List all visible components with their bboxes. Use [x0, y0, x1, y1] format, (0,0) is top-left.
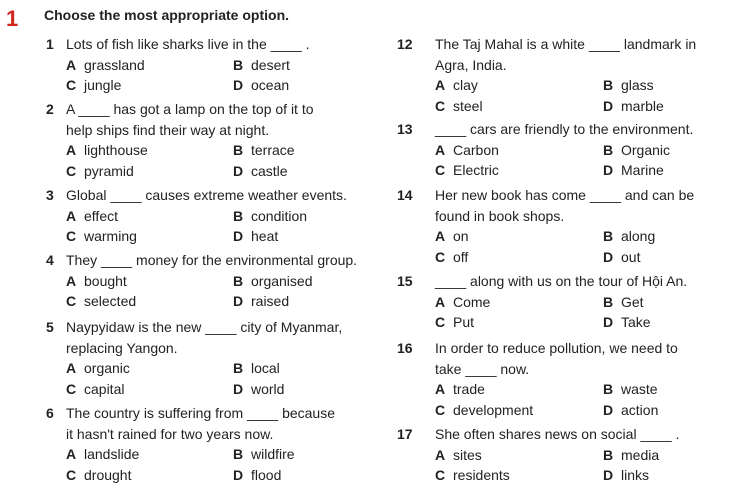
option-text: warming: [84, 228, 137, 244]
option-letter: D: [233, 466, 244, 483]
option-letter: C: [66, 293, 77, 309]
option-text: out: [621, 248, 641, 265]
option-letter: B: [233, 446, 244, 462]
question-number: 1: [46, 36, 54, 52]
question-number: 16: [397, 340, 413, 356]
option-text: flood: [251, 466, 282, 483]
option-text: wildfire: [251, 446, 295, 462]
option-text: ocean: [251, 77, 290, 93]
option-text: Organic: [621, 141, 671, 158]
option-letter: A: [435, 446, 446, 463]
option-b[interactable]: [603, 292, 644, 312]
option-c[interactable]: [435, 96, 483, 116]
option-text: steel: [453, 97, 483, 114]
option-letter: D: [233, 77, 244, 93]
question-stem-line: She often shares news on social ____ .: [435, 426, 680, 442]
question-number: 4: [46, 252, 54, 268]
option-letter: D: [233, 293, 244, 309]
option-a[interactable]: [435, 140, 499, 160]
option-letter: B: [233, 142, 244, 158]
question-stem-line: Her new book has come ____ and can be: [435, 187, 695, 203]
option-a[interactable]: [435, 226, 469, 246]
question-stem-line: Global ____ causes extreme weather events.: [66, 187, 347, 203]
option-d[interactable]: [603, 160, 664, 180]
option-b[interactable]: [233, 55, 290, 75]
option-letter: A: [66, 272, 77, 289]
question-stem-line: A ____ has got a lamp on the top of it to: [66, 101, 314, 117]
option-a[interactable]: [435, 379, 485, 399]
exercise-number: 1: [6, 6, 19, 31]
option-b[interactable]: [233, 358, 280, 378]
option-text: Put: [453, 314, 475, 330]
option-text: selected: [84, 293, 137, 309]
option-letter: A: [66, 446, 77, 462]
option-text: capital: [84, 380, 125, 397]
option-d[interactable]: [603, 465, 649, 485]
option-letter: B: [603, 228, 614, 244]
option-c[interactable]: [435, 400, 533, 420]
option-text: heat: [251, 228, 279, 244]
option-text: bought: [84, 272, 127, 289]
option-text: on: [453, 228, 469, 244]
option-letter: D: [603, 314, 614, 330]
option-b[interactable]: [233, 271, 313, 291]
option-text: Carbon: [453, 141, 499, 158]
option-letter: A: [66, 142, 77, 158]
option-c[interactable]: [66, 75, 121, 95]
option-a[interactable]: [435, 445, 482, 465]
option-text: terrace: [251, 142, 295, 158]
option-letter: D: [233, 162, 244, 179]
option-c[interactable]: [66, 465, 131, 485]
option-text: organised: [251, 272, 313, 289]
option-letter: A: [435, 381, 446, 397]
question-number: 14: [397, 187, 413, 203]
option-text: grassland: [84, 56, 145, 73]
option-c[interactable]: [435, 247, 468, 267]
option-letter: B: [233, 207, 244, 224]
option-b[interactable]: [603, 379, 658, 399]
option-c[interactable]: [66, 291, 136, 311]
option-letter: D: [603, 467, 614, 483]
option-c[interactable]: [66, 226, 137, 246]
option-letter: B: [603, 293, 614, 310]
option-c[interactable]: [435, 312, 474, 332]
option-letter: B: [603, 77, 614, 93]
option-letter: C: [435, 467, 446, 483]
option-text: condition: [251, 207, 308, 224]
option-text: along: [621, 228, 656, 244]
question-number: 15: [397, 273, 413, 289]
option-letter: C: [435, 162, 446, 178]
option-letter: A: [66, 207, 77, 224]
option-c[interactable]: [435, 465, 510, 485]
question-stem-line: take ____ now.: [435, 360, 530, 377]
option-d[interactable]: [603, 96, 664, 116]
option-text: clay: [453, 77, 478, 93]
option-text: Marine: [621, 162, 664, 178]
option-a[interactable]: [435, 75, 478, 95]
option-b[interactable]: [603, 75, 654, 95]
option-letter: C: [66, 162, 77, 179]
option-b[interactable]: [603, 445, 659, 465]
option-text: world: [251, 380, 285, 397]
question-number: 12: [397, 36, 413, 52]
option-d[interactable]: [233, 291, 289, 311]
option-text: sites: [453, 446, 482, 463]
question-number: 3: [46, 187, 54, 203]
question-stem-line: The Taj Mahal is a white ____ landmark in: [435, 36, 697, 52]
option-c[interactable]: [66, 379, 124, 399]
option-b[interactable]: [603, 226, 655, 246]
option-text: marble: [621, 97, 664, 114]
option-d[interactable]: [233, 161, 288, 181]
option-letter: D: [233, 228, 244, 244]
option-letter: A: [435, 141, 446, 158]
question-stem-line: The country is suffering from ____ because: [66, 405, 336, 421]
option-text: links: [621, 467, 650, 483]
option-text: action: [621, 401, 659, 418]
option-text: trade: [453, 381, 485, 397]
question-stem-line: help ships find their way at night.: [66, 121, 270, 138]
option-a[interactable]: [66, 55, 145, 75]
option-a[interactable]: [66, 206, 118, 226]
option-text: Come: [453, 293, 491, 310]
option-d[interactable]: [603, 312, 651, 332]
question-stem-line: In order to reduce pollution, we need to: [435, 340, 678, 356]
instruction: Choose the most appropriate option.: [44, 7, 290, 23]
question-number: 6: [46, 405, 54, 421]
option-letter: C: [66, 228, 77, 244]
option-text: pyramid: [84, 162, 134, 179]
question-number: 2: [46, 101, 54, 117]
option-letter: D: [603, 162, 614, 178]
option-letter: A: [435, 228, 446, 244]
option-letter: B: [233, 272, 244, 289]
option-text: raised: [251, 293, 290, 309]
option-letter: C: [66, 380, 77, 397]
option-letter: A: [435, 293, 446, 310]
question-stem-line: Agra, India.: [435, 56, 507, 73]
option-text: waste: [621, 381, 658, 397]
option-letter: C: [435, 97, 446, 114]
question-stem-line: ____ cars are friendly to the environment.: [435, 121, 694, 137]
option-d[interactable]: [233, 226, 278, 246]
option-a[interactable]: [66, 358, 130, 378]
option-a[interactable]: [66, 444, 139, 464]
option-a[interactable]: [435, 292, 490, 312]
option-c[interactable]: [66, 161, 134, 181]
question-stem-line: found in book shops.: [435, 207, 565, 224]
question-number: 17: [397, 426, 413, 442]
option-letter: C: [435, 314, 446, 330]
option-text: glass: [621, 77, 654, 93]
option-c[interactable]: [435, 160, 499, 180]
option-text: lighthouse: [84, 142, 148, 158]
option-letter: A: [435, 77, 446, 93]
option-letter: B: [233, 360, 244, 376]
option-text: local: [251, 360, 280, 376]
option-d[interactable]: [233, 465, 281, 485]
option-letter: A: [66, 56, 77, 73]
option-letter: B: [603, 141, 614, 158]
option-letter: D: [603, 97, 614, 114]
option-text: effect: [84, 207, 118, 224]
question-stem-line: replacing Yangon.: [66, 339, 178, 356]
option-text: jungle: [84, 77, 122, 93]
option-text: media: [621, 446, 660, 463]
option-text: Electric: [453, 162, 499, 178]
option-text: desert: [251, 56, 290, 73]
option-text: residents: [453, 467, 510, 483]
option-letter: C: [66, 77, 77, 93]
option-d[interactable]: [603, 400, 658, 420]
question-stem-line: it hasn't rained for two years now.: [66, 425, 274, 442]
option-text: development: [453, 401, 534, 418]
option-b[interactable]: [603, 140, 670, 160]
option-a[interactable]: [66, 271, 127, 291]
option-b[interactable]: [233, 206, 307, 226]
option-b[interactable]: [233, 140, 295, 160]
option-letter: B: [603, 381, 614, 397]
option-letter: B: [233, 56, 244, 73]
option-text: Get: [621, 293, 644, 310]
option-b[interactable]: [233, 444, 295, 464]
option-letter: D: [233, 380, 244, 397]
option-text: drought: [84, 466, 132, 483]
option-text: castle: [251, 162, 288, 179]
question-stem-line: Lots of fish like sharks live in the ____ .: [66, 36, 310, 52]
option-text: off: [453, 248, 469, 265]
question-number: 13: [397, 121, 413, 137]
option-text: organic: [84, 360, 130, 376]
question-number: 5: [46, 319, 54, 335]
question-stem-line: Naypyidaw is the new ____ city of Myanmar,: [66, 319, 343, 335]
option-letter: B: [603, 446, 614, 463]
option-text: Take: [621, 314, 651, 330]
question-stem-line: ____ along with us on the tour of Hội An.: [435, 273, 688, 289]
option-a[interactable]: [66, 140, 148, 160]
option-letter: A: [66, 360, 77, 376]
option-letter: D: [603, 401, 614, 418]
option-d[interactable]: [233, 75, 289, 95]
question-stem-line: They ____ money for the environmental group.: [66, 252, 358, 268]
option-d[interactable]: [233, 379, 284, 399]
option-d[interactable]: [603, 247, 640, 267]
option-letter: D: [603, 248, 614, 265]
option-text: landslide: [84, 446, 140, 462]
option-letter: C: [435, 248, 446, 265]
option-letter: C: [66, 466, 77, 483]
option-letter: C: [435, 401, 446, 418]
